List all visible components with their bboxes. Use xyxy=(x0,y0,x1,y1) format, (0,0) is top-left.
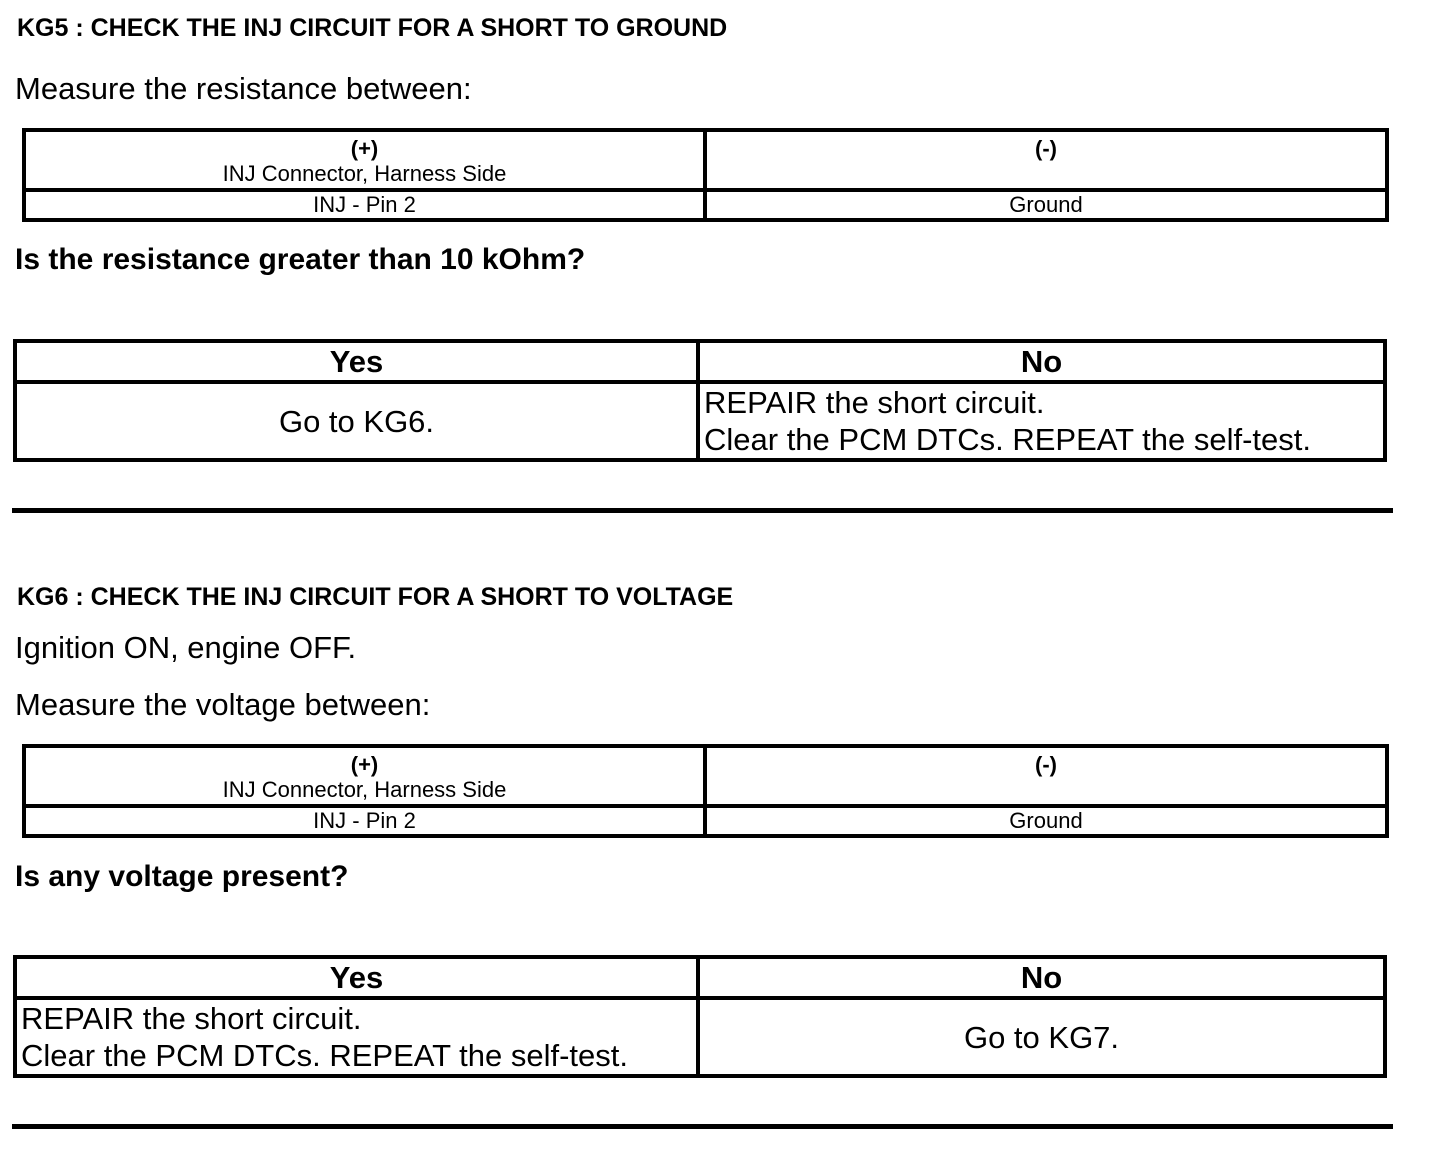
minus-sign: (-) xyxy=(1035,752,1057,777)
plus-header-label: INJ Connector, Harness Side xyxy=(222,777,507,802)
kg5-plus-value: INJ - Pin 2 xyxy=(24,190,705,220)
kg6-intro: Measure the voltage between: xyxy=(15,687,431,722)
minus-sign: (-) xyxy=(1035,136,1057,161)
kg5-yes-line1: Go to KG6. xyxy=(278,403,435,439)
section-divider xyxy=(12,508,1393,513)
kg6-question: Is any voltage present? xyxy=(15,860,349,893)
plus-header-label: INJ Connector, Harness Side xyxy=(222,161,507,186)
kg5-measure-table xyxy=(22,128,1389,222)
kg5-no-action xyxy=(698,382,1385,460)
kg6-yes-line1: REPAIR the short circuit. xyxy=(21,1001,362,1036)
kg6-yes-action xyxy=(15,998,698,1076)
plus-sign: (+) xyxy=(350,136,379,161)
kg6-measure-table xyxy=(22,744,1389,838)
kg6-yes-line2: Clear the PCM DTCs. REPEAT the self-test. xyxy=(21,1038,628,1073)
section-divider xyxy=(12,1124,1393,1129)
kg5-minus-value: Ground xyxy=(705,190,1387,220)
kg6-intro1: Ignition ON, engine OFF. xyxy=(15,630,357,665)
kg5-yes-header: Yes xyxy=(15,341,698,382)
kg5-no-line2: Clear the PCM DTCs. REPEAT the self-test. xyxy=(704,422,1311,457)
kg6-minus-value: Ground xyxy=(705,806,1387,836)
kg6-plus-value: INJ - Pin 2 xyxy=(24,806,705,836)
kg6-yes-header: Yes xyxy=(15,957,698,998)
kg5-intro: Measure the resistance between: xyxy=(15,71,472,106)
kg5-no-header: No xyxy=(698,341,1385,382)
kg5-plus-header xyxy=(24,130,705,190)
kg6-answer-table xyxy=(13,955,1387,1078)
kg6-no-line1: Go to KG7. xyxy=(963,1019,1120,1055)
kg5-question: Is the resistance greater than 10 kOhm? xyxy=(15,243,586,276)
plus-sign: (+) xyxy=(350,752,379,777)
kg5-answer-table xyxy=(13,339,1387,462)
kg6-plus-header xyxy=(24,746,705,806)
kg5-no-line1: REPAIR the short circuit. xyxy=(704,385,1045,420)
kg6-no-header: No xyxy=(698,957,1385,998)
kg5-minus-header xyxy=(705,130,1387,190)
kg6-title: KG6 : CHECK THE INJ CIRCUIT FOR A SHORT TO VOLTAGE xyxy=(17,583,734,611)
kg6-no-action xyxy=(698,998,1385,1076)
kg6-minus-header xyxy=(705,746,1387,806)
kg5-title: KG5 : CHECK THE INJ CIRCUIT FOR A SHORT TO GROUND xyxy=(17,14,728,42)
kg5-yes-action xyxy=(15,382,698,460)
